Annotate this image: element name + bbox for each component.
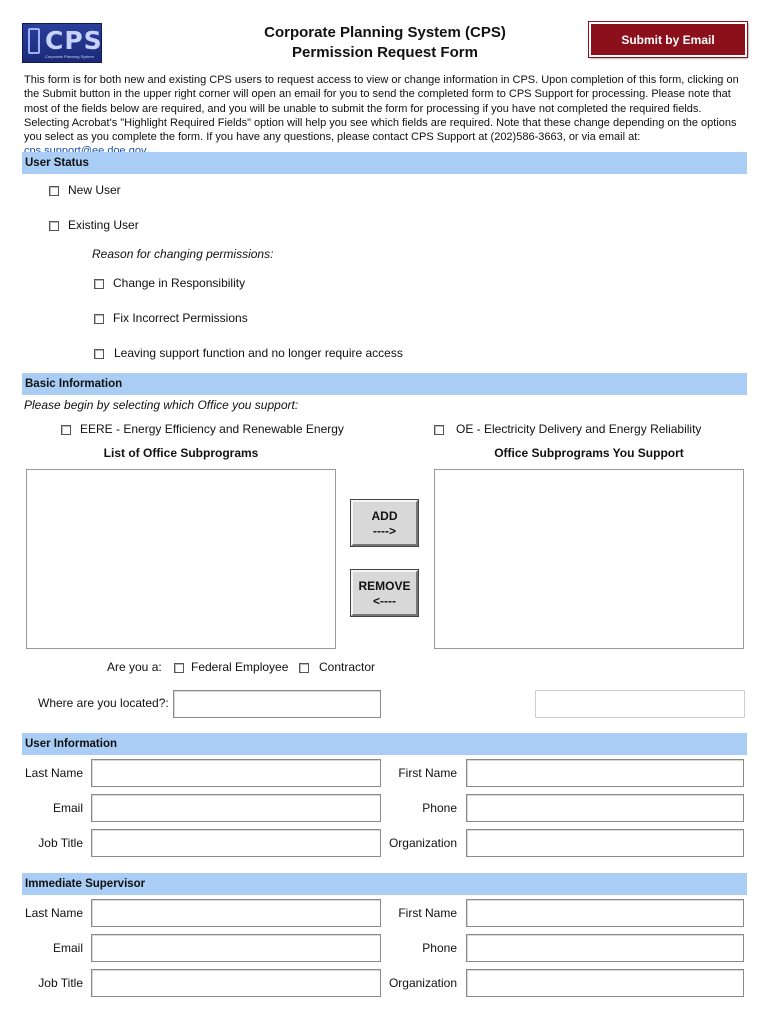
immediate-supervisor-heading: Immediate Supervisor xyxy=(22,873,747,895)
logo-mark-icon xyxy=(28,28,40,54)
user-organization-field[interactable] xyxy=(466,829,744,857)
remove-button-label: REMOVE xyxy=(358,579,411,593)
contractor-label: Contractor xyxy=(319,660,376,674)
supervisor-email-label: Email xyxy=(52,941,83,955)
oe-checkbox[interactable] xyxy=(434,425,444,435)
basic-information-heading: Basic Information xyxy=(22,373,747,395)
supervisor-first-name-field[interactable] xyxy=(466,899,744,927)
logo-text: CPS xyxy=(45,26,103,55)
federal-employee-label: Federal Employee xyxy=(191,660,289,674)
change-responsibility-label: Change in Responsibility xyxy=(113,276,246,290)
user-information-heading: User Information xyxy=(22,733,747,755)
supervisor-phone-label: Phone xyxy=(422,941,457,955)
add-button[interactable] xyxy=(351,500,418,546)
page-title-line1: Corporate Planning System (CPS) xyxy=(264,24,506,41)
remove-button[interactable] xyxy=(351,570,418,616)
user-phone-label: Phone xyxy=(422,801,457,815)
supervisor-phone-field[interactable] xyxy=(466,934,744,962)
cps-logo xyxy=(22,23,102,63)
reason-label: Reason for changing permissions: xyxy=(92,247,274,261)
user-first-name-field[interactable] xyxy=(466,759,744,787)
supervisor-last-name-field[interactable] xyxy=(91,899,381,927)
oe-label: OE - Electricity Delivery and Energy Reliability xyxy=(456,422,702,436)
new-user-label: New User xyxy=(68,183,121,197)
leaving-support-label: Leaving support function and no longer require access xyxy=(114,346,403,360)
contractor-checkbox[interactable] xyxy=(299,663,309,673)
user-phone-field[interactable] xyxy=(466,794,744,822)
office-subprograms-listbox[interactable] xyxy=(26,469,336,649)
supervisor-job-title-label: Job Title xyxy=(38,976,83,990)
existing-user-checkbox[interactable] xyxy=(49,221,59,231)
supported-subprograms-listbox[interactable] xyxy=(434,469,744,649)
location-label: Where are you located?: xyxy=(38,696,169,710)
user-email-label: Email xyxy=(52,801,83,815)
user-last-name-label: Last Name xyxy=(24,766,83,780)
supervisor-email-field[interactable] xyxy=(91,934,381,962)
user-organization-label: Organization xyxy=(388,836,457,850)
are-you-label: Are you a: xyxy=(107,660,162,674)
new-user-checkbox[interactable] xyxy=(49,186,59,196)
eere-checkbox[interactable] xyxy=(61,425,71,435)
user-last-name-field[interactable] xyxy=(91,759,381,787)
add-button-arrow: ----> xyxy=(373,524,396,538)
supervisor-job-title-field[interactable] xyxy=(91,969,381,997)
supervisor-organization-label: Organization xyxy=(388,976,457,990)
office-instruction: Please begin by selecting which Office you support: xyxy=(24,398,299,412)
page-title-line2: Permission Request Form xyxy=(292,44,478,61)
location-other-field[interactable] xyxy=(535,690,745,718)
federal-employee-checkbox[interactable] xyxy=(174,663,184,673)
intro-paragraph xyxy=(24,73,746,159)
fix-permissions-checkbox[interactable] xyxy=(94,314,104,324)
change-responsibility-checkbox[interactable] xyxy=(94,279,104,289)
intro-text: This form is for both new and existing CPS users to request access to view or change information in CPS. Upon completion of this form, clicking on the Submit button in the upper right corner will open an email for you to send the completed form to CPS Support for processing. Please note that most of the fields below are required, and you will be unable to submit the form for processing if you have not completed the required fields. Selecting Acrobat's "Highlight Required Fields" option will help you see which fields are required. Note that these change depending on the options you select as you complete the form. If you have any questions, please contact CPS Support at (202)586-3663, or via email at: xyxy=(24,74,739,144)
location-field[interactable] xyxy=(173,690,381,718)
fix-permissions-label: Fix Incorrect Permissions xyxy=(113,311,248,325)
add-button-label: ADD xyxy=(371,509,398,523)
eere-label: EERE - Energy Efficiency and Renewable Energy xyxy=(80,422,344,436)
remove-button-arrow: <---- xyxy=(373,594,396,608)
submit-by-email-button[interactable]: Submit by Email xyxy=(589,22,747,57)
supported-subprograms-list-heading: Office Subprograms You Support xyxy=(494,446,684,460)
user-status-heading: User Status xyxy=(22,152,747,174)
user-job-title-label: Job Title xyxy=(38,836,83,850)
logo-subtitle: Corporate Planning System xyxy=(45,54,94,59)
supervisor-last-name-label: Last Name xyxy=(24,906,83,920)
leaving-support-checkbox[interactable] xyxy=(94,349,104,359)
supervisor-first-name-label: First Name xyxy=(398,906,457,920)
supervisor-organization-field[interactable] xyxy=(466,969,744,997)
user-first-name-label: First Name xyxy=(398,766,457,780)
existing-user-label: Existing User xyxy=(68,218,139,232)
user-job-title-field[interactable] xyxy=(91,829,381,857)
user-email-field[interactable] xyxy=(91,794,381,822)
office-subprograms-list-heading: List of Office Subprograms xyxy=(103,446,259,460)
